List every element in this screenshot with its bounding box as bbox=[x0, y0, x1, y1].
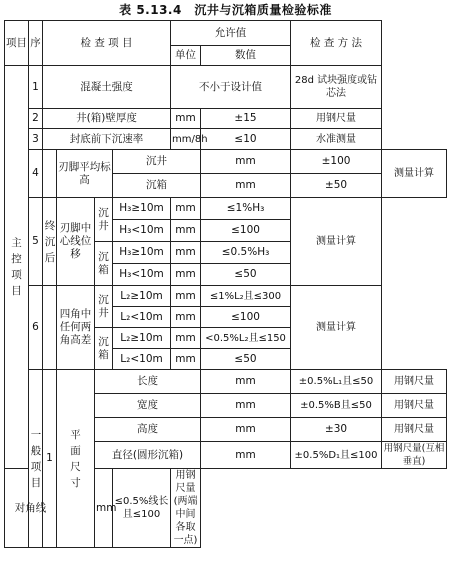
item-group-cell: 刃脚中心线位移 bbox=[57, 198, 95, 286]
sub-item-cell: 沉井 bbox=[113, 150, 201, 174]
final-spacer bbox=[43, 286, 57, 370]
condition-cell: H₃<10m bbox=[113, 264, 171, 286]
method-cell: 测量计算 bbox=[291, 198, 382, 286]
table-title: 表 5.13.4 沉井与沉箱质量检验标准 bbox=[119, 3, 332, 17]
value-cell: ≤50 bbox=[201, 349, 291, 370]
table-row bbox=[5, 66, 447, 109]
method-cell: 用钢尺量(两端中间各取一点) bbox=[171, 469, 201, 548]
unit-cell: mm bbox=[201, 418, 291, 442]
unit-cell: mm bbox=[95, 469, 113, 548]
method-cell: 用钢尺量 bbox=[382, 418, 447, 442]
value-cell: ≤100 bbox=[201, 307, 291, 328]
header-item: 检 查 项 目 bbox=[43, 21, 171, 66]
sub-item-cell: 沉井 bbox=[95, 286, 113, 328]
unit-cell: mm bbox=[171, 242, 201, 264]
value-cell: ≤0.5%线长且≤100 bbox=[113, 469, 171, 548]
condition-cell: H₃<10m bbox=[113, 220, 171, 242]
item-cell: 宽度 bbox=[95, 394, 201, 418]
unit-cell: mm bbox=[171, 198, 201, 220]
item-cell: 井(箱)壁厚度 bbox=[43, 109, 171, 129]
value-cell: ≤1%L₂且≤300 bbox=[201, 286, 291, 307]
method-cell: 水准测量 bbox=[291, 129, 382, 150]
method-cell: 用钢尺量(互相垂直) bbox=[382, 442, 447, 469]
value-cell: ±15 bbox=[201, 109, 291, 129]
item-cell: 高度 bbox=[95, 418, 201, 442]
item-cell: 对角线 bbox=[5, 469, 57, 548]
seq-cell: 3 bbox=[29, 129, 43, 150]
header-seq: 序 bbox=[29, 21, 43, 66]
seq-cell: 1 bbox=[43, 370, 57, 548]
item-group-cell: 刃脚平均标高 bbox=[57, 150, 113, 198]
final-spacer bbox=[43, 150, 57, 198]
condition-cell: L₂≥10m bbox=[113, 286, 171, 307]
table-row bbox=[5, 198, 447, 220]
condition-cell: L₂<10m bbox=[113, 307, 171, 328]
category-main bbox=[5, 66, 29, 469]
condition-cell: L₂<10m bbox=[113, 349, 171, 370]
final-label: 终沉后 bbox=[44, 219, 56, 264]
final-label-cell bbox=[43, 198, 57, 286]
seq-cell: 5 bbox=[29, 198, 43, 286]
unit-cell: mm bbox=[171, 264, 201, 286]
table-row bbox=[5, 286, 447, 307]
method-cell: 28d 试块强度或钻芯法 bbox=[291, 66, 382, 109]
method-cell: 测量计算 bbox=[382, 150, 447, 198]
value-cell: ≤50 bbox=[201, 264, 291, 286]
sub-item-cell: 沉箱 bbox=[95, 242, 113, 286]
item-cell: 直径(圆形沉箱) bbox=[95, 442, 201, 469]
unit-cell: mm bbox=[171, 220, 201, 242]
unit-cell: mm/8h bbox=[171, 129, 201, 150]
table-row bbox=[5, 370, 447, 394]
item-group-cell: 四角中任何两角高差 bbox=[57, 286, 95, 370]
value-cell: <0.5%L₂且≤150 bbox=[201, 328, 291, 349]
value-cell: ≤1%H₃ bbox=[201, 198, 291, 220]
seq-cell: 2 bbox=[29, 109, 43, 129]
method-cell: 用钢尺量 bbox=[291, 109, 382, 129]
item-cell: 长度 bbox=[95, 370, 201, 394]
seq-cell: 1 bbox=[29, 66, 43, 109]
sub-item-cell: 沉箱 bbox=[95, 328, 113, 370]
unit-cell: mm bbox=[171, 328, 201, 349]
unit-cell: mm bbox=[171, 307, 201, 328]
condition-cell: H₃≥10m bbox=[113, 242, 171, 264]
unit-cell: mm bbox=[201, 370, 291, 394]
header-method: 检 查 方 法 bbox=[291, 21, 382, 66]
condition-cell: H₃≥10m bbox=[113, 198, 171, 220]
general-group-label: 平面尺寸 bbox=[70, 428, 81, 489]
sub-item-cell: 沉井 bbox=[95, 198, 113, 242]
seq-cell: 4 bbox=[29, 150, 43, 198]
header-category: 项目 bbox=[5, 21, 29, 66]
item-group-cell bbox=[57, 370, 95, 548]
unit-cell: mm bbox=[171, 109, 201, 129]
category-general-label: 一般项目 bbox=[30, 428, 42, 489]
value-cell: ±0.5%B且≤50 bbox=[291, 394, 382, 418]
value-cell: ±50 bbox=[291, 174, 382, 198]
unit-cell: mm bbox=[201, 150, 291, 174]
value-cell: ≤10 bbox=[201, 129, 291, 150]
quality-standard-table bbox=[4, 20, 447, 548]
value-cell: ≤100 bbox=[201, 220, 291, 242]
header-row-1 bbox=[5, 21, 447, 46]
value-cell: ±30 bbox=[291, 418, 382, 442]
unit-cell: mm bbox=[201, 442, 291, 469]
method-cell: 用钢尺量 bbox=[382, 394, 447, 418]
value-cell: ±0.5%L₁且≤50 bbox=[291, 370, 382, 394]
header-value: 数值 bbox=[201, 46, 291, 66]
unit-cell: mm bbox=[171, 286, 201, 307]
unit-cell: mm bbox=[171, 349, 201, 370]
header-unit: 单位 bbox=[171, 46, 201, 66]
condition-cell: L₂≥10m bbox=[113, 328, 171, 349]
method-cell: 用钢尺量 bbox=[382, 370, 447, 394]
unit-cell: mm bbox=[201, 394, 291, 418]
value-cell: ±0.5%D₁且≤100 bbox=[291, 442, 382, 469]
table-row bbox=[5, 109, 447, 129]
seq-cell: 6 bbox=[29, 286, 43, 370]
method-cell: 测量计算 bbox=[291, 286, 382, 370]
header-allow: 允许值 bbox=[171, 21, 291, 46]
unit-cell: mm bbox=[201, 174, 291, 198]
item-cell: 混凝土强度 bbox=[43, 66, 171, 109]
value-cell: ≤0.5%H₃ bbox=[201, 242, 291, 264]
table-row bbox=[5, 129, 447, 150]
table-row bbox=[5, 150, 447, 174]
value-cell: ±100 bbox=[291, 150, 382, 174]
item-cell: 封底前下沉速率 bbox=[43, 129, 171, 150]
value-cell: 不小于设计值 bbox=[171, 66, 291, 109]
sub-item-cell: 沉箱 bbox=[113, 174, 201, 198]
category-main-label: 主控项目 bbox=[11, 237, 22, 297]
